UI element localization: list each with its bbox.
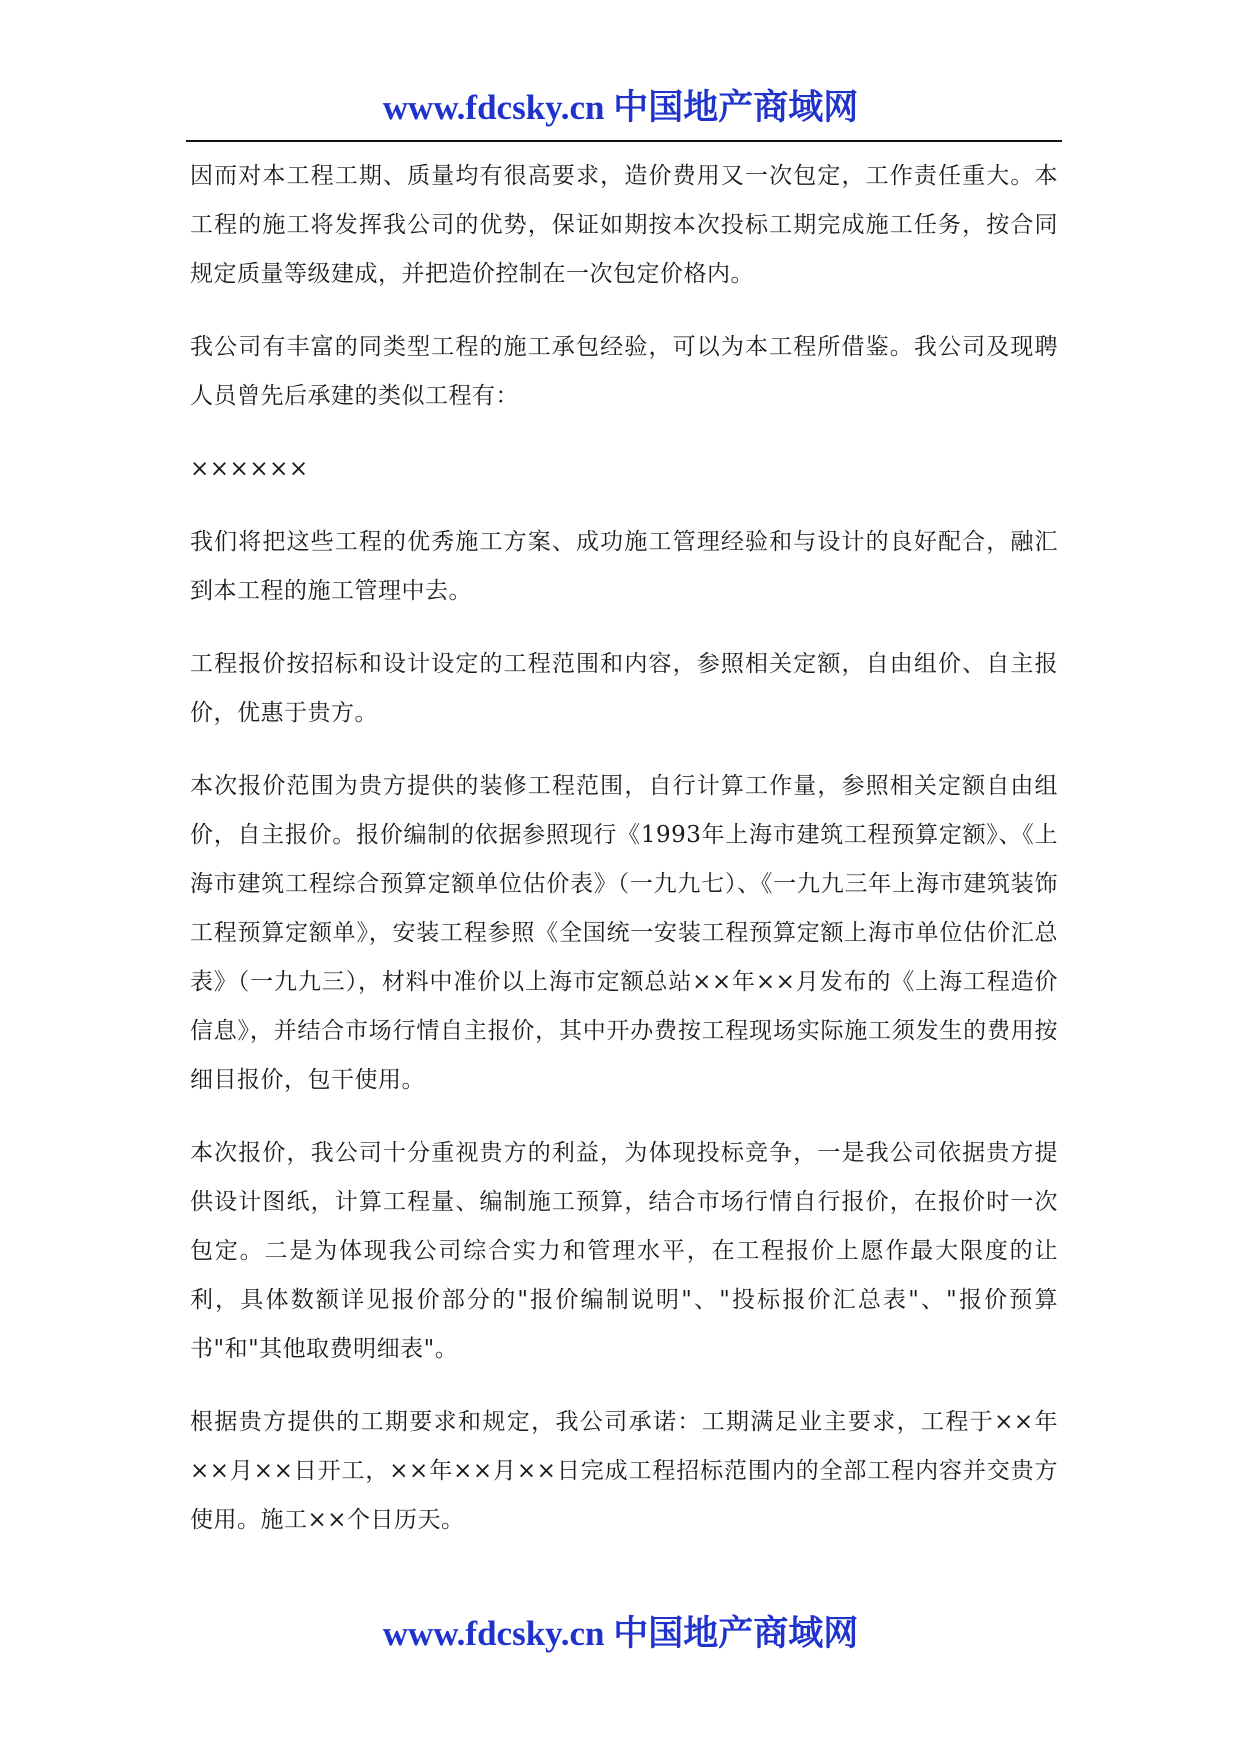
paragraph-4: 我们将把这些工程的优秀施工方案、成功施工管理经验和与设计的良好配合，融汇到本工程的施工管理中去。 [190,529,1058,604]
paragraph-7: 本次报价，我公司十分重视贵方的利益，为体现投标竞争，一是我公司依据贵方提供设计图纸，计算工程量、编制施工预算，结合市场行情自行报价，在报价时一次包定。二是为体现我公司综合实力和管理水平，在工程报价上愿作最大限度的让利，具体数额详见报价部分的"报价编制说明"、"投标报价汇总表"、"报价预算书"和"其他取费明细表"。 [190,1140,1058,1362]
header-divider [186,140,1062,142]
page-header-site: www.fdcsky.cn 中国地产商域网 [382,88,859,127]
paragraph-6: 本次报价范围为贵方提供的装修工程范围，自行计算工作量，参照相关定额自由组价，自主报价。报价编制的依据参照现行《1993年上海市建筑工程预算定额》、《上海市建筑工程综合预算定额单位估价表》（一九九七）、《一九九三年上海市建筑装饰工程预算定额单》，安装工程参照《全国统一安装工程预算定额上海市单位估价汇总表》（一九九三），材料中准价以上海市定额总站××年××月发布的《上海工程造价信息》，并结合市场行情自主报价，其中开办费按工程现场实际施工须发生的费用按细目报价，包干使用。 [190,773,1058,1093]
paragraph-2: 我公司有丰富的同类型工程的施工承包经验，可以为本工程所借鉴。我公司及现聘人员曾先后承建的类似工程有： [190,334,1058,409]
page-footer-site: www.fdcsky.cn 中国地产商域网 [382,1614,859,1653]
paragraph-1: 因而对本工程工期、质量均有很高要求，造价费用又一次包定，工作责任重大。本工程的施工将发挥我公司的优势，保证如期按本次投标工期完成施工任务，按合同规定质量等级建成，并把造价控制在一次包定价格内。 [190,163,1058,287]
document-body [190,152,1058,1569]
paragraph-3: ×××××× [190,456,309,482]
paragraph-8: 根据贵方提供的工期要求和规定，我公司承诺：工期满足业主要求，工程于××年××月××日开工，××年××月××日完成工程招标范围内的全部工程内容并交贵方使用。施工××个日历天。 [190,1409,1058,1533]
paragraph-5: 工程报价按招标和设计设定的工程范围和内容，参照相关定额，自由组价、自主报价，优惠于贵方。 [190,651,1058,726]
